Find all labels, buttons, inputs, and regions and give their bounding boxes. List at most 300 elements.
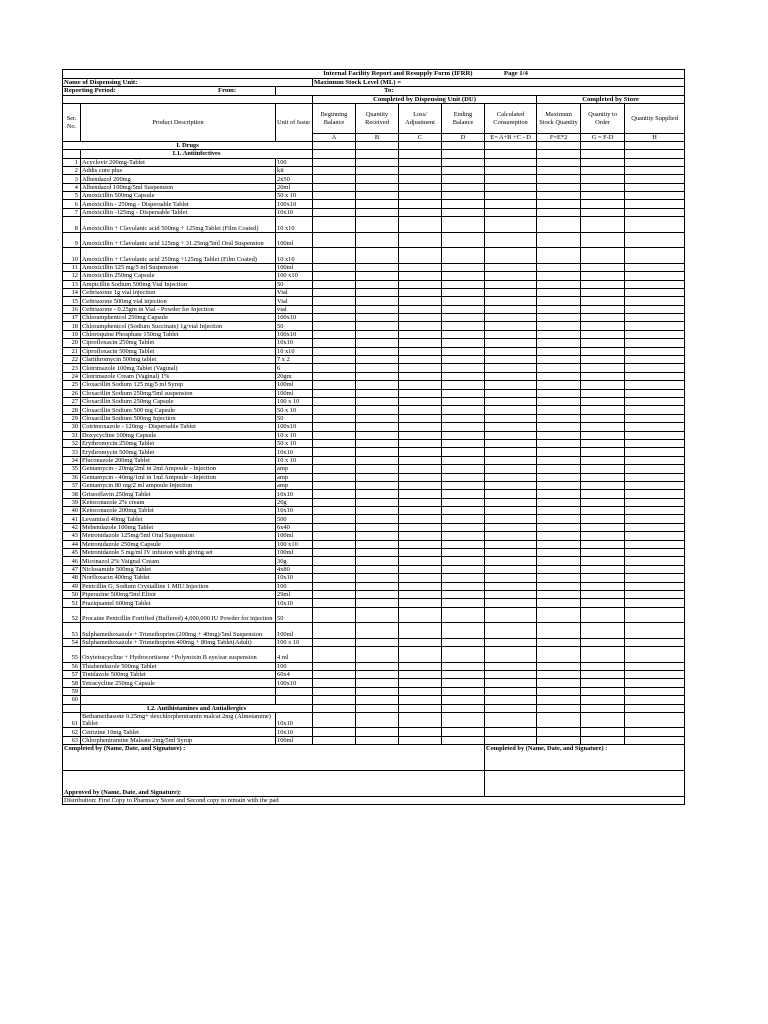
entry-cell[interactable]: [399, 481, 442, 489]
entry-cell[interactable]: [399, 330, 442, 338]
entry-cell[interactable]: [485, 582, 537, 590]
entry-cell[interactable]: [581, 549, 625, 557]
entry-cell[interactable]: [625, 532, 685, 540]
entry-cell[interactable]: [356, 507, 399, 515]
entry-cell[interactable]: [625, 736, 685, 744]
entry-cell[interactable]: [442, 696, 485, 704]
entry-cell[interactable]: [537, 364, 581, 372]
entry-cell[interactable]: [313, 638, 356, 646]
entry-cell[interactable]: [399, 175, 442, 183]
entry-cell[interactable]: [537, 557, 581, 565]
entry-cell[interactable]: [537, 208, 581, 216]
entry-cell[interactable]: [485, 372, 537, 380]
entry-cell[interactable]: [356, 414, 399, 422]
entry-cell[interactable]: [485, 687, 537, 695]
entry-cell[interactable]: [625, 381, 685, 389]
entry-cell[interactable]: [625, 356, 685, 364]
entry-cell[interactable]: [581, 200, 625, 208]
entry-cell[interactable]: [399, 166, 442, 174]
entry-cell[interactable]: [313, 200, 356, 208]
entry-cell[interactable]: [399, 607, 442, 623]
entry-cell[interactable]: [399, 532, 442, 540]
entry-cell[interactable]: [313, 330, 356, 338]
entry-cell[interactable]: [313, 490, 356, 498]
entry-cell[interactable]: [581, 356, 625, 364]
entry-cell[interactable]: [485, 532, 537, 540]
entry-cell[interactable]: [625, 322, 685, 330]
entry-cell[interactable]: [399, 557, 442, 565]
entry-cell[interactable]: [356, 200, 399, 208]
entry-cell[interactable]: [313, 671, 356, 679]
entry-cell[interactable]: [537, 574, 581, 582]
entry-cell[interactable]: [537, 280, 581, 288]
entry-cell[interactable]: [399, 565, 442, 573]
entry-cell[interactable]: [313, 607, 356, 623]
entry-cell[interactable]: [313, 381, 356, 389]
entry-cell[interactable]: [485, 356, 537, 364]
entry-cell[interactable]: [356, 372, 399, 380]
entry-cell[interactable]: [581, 272, 625, 280]
entry-cell[interactable]: [581, 288, 625, 296]
entry-cell[interactable]: [625, 712, 685, 728]
entry-cell[interactable]: [442, 507, 485, 515]
entry-cell[interactable]: [581, 712, 625, 728]
entry-cell[interactable]: [313, 507, 356, 515]
entry-cell[interactable]: [399, 372, 442, 380]
entry-cell[interactable]: [485, 712, 537, 728]
entry-cell[interactable]: [356, 364, 399, 372]
entry-cell[interactable]: [485, 280, 537, 288]
entry-cell[interactable]: [356, 330, 399, 338]
entry-cell[interactable]: [485, 507, 537, 515]
entry-cell[interactable]: [442, 200, 485, 208]
entry-cell[interactable]: [313, 364, 356, 372]
entry-cell[interactable]: [356, 515, 399, 523]
entry-cell[interactable]: [625, 364, 685, 372]
entry-cell[interactable]: [485, 314, 537, 322]
entry-cell[interactable]: [442, 679, 485, 687]
entry-cell[interactable]: [356, 662, 399, 670]
entry-cell[interactable]: [356, 557, 399, 565]
entry-cell[interactable]: [313, 736, 356, 744]
entry-cell[interactable]: [537, 590, 581, 598]
entry-cell[interactable]: [581, 574, 625, 582]
entry-cell[interactable]: [313, 431, 356, 439]
entry-cell[interactable]: [485, 364, 537, 372]
entry-cell[interactable]: [399, 671, 442, 679]
entry-cell[interactable]: [356, 272, 399, 280]
entry-cell[interactable]: [537, 192, 581, 200]
entry-cell[interactable]: [581, 473, 625, 481]
entry-cell[interactable]: [399, 647, 442, 663]
entry-cell[interactable]: [313, 414, 356, 422]
entry-cell[interactable]: [356, 347, 399, 355]
entry-cell[interactable]: [537, 200, 581, 208]
entry-cell[interactable]: [581, 532, 625, 540]
entry-cell[interactable]: [356, 498, 399, 506]
entry-cell[interactable]: [625, 192, 685, 200]
entry-cell[interactable]: [399, 208, 442, 216]
entry-cell[interactable]: [625, 638, 685, 646]
entry-cell[interactable]: [442, 208, 485, 216]
entry-cell[interactable]: [399, 339, 442, 347]
entry-cell[interactable]: [356, 565, 399, 573]
entry-cell[interactable]: [625, 540, 685, 548]
entry-cell[interactable]: [485, 498, 537, 506]
entry-cell[interactable]: [625, 431, 685, 439]
entry-cell[interactable]: [625, 280, 685, 288]
entry-cell[interactable]: [625, 671, 685, 679]
entry-cell[interactable]: [485, 406, 537, 414]
entry-cell[interactable]: [485, 679, 537, 687]
entry-cell[interactable]: [485, 728, 537, 736]
entry-cell[interactable]: [485, 158, 537, 166]
entry-cell[interactable]: [625, 728, 685, 736]
entry-cell[interactable]: [442, 330, 485, 338]
entry-cell[interactable]: [537, 507, 581, 515]
entry-cell[interactable]: [442, 158, 485, 166]
entry-cell[interactable]: [581, 679, 625, 687]
entry-cell[interactable]: [485, 523, 537, 531]
entry-cell[interactable]: [399, 736, 442, 744]
entry-cell[interactable]: [537, 679, 581, 687]
entry-cell[interactable]: [399, 288, 442, 296]
entry-cell[interactable]: [625, 607, 685, 623]
entry-cell[interactable]: [442, 540, 485, 548]
entry-cell[interactable]: [625, 647, 685, 663]
entry-cell[interactable]: [537, 314, 581, 322]
entry-cell[interactable]: [399, 473, 442, 481]
entry-cell[interactable]: [442, 314, 485, 322]
entry-cell[interactable]: [581, 192, 625, 200]
entry-cell[interactable]: [442, 728, 485, 736]
entry-cell[interactable]: [356, 297, 399, 305]
entry-cell[interactable]: [581, 372, 625, 380]
entry-cell[interactable]: [537, 638, 581, 646]
entry-cell[interactable]: [537, 523, 581, 531]
entry-cell[interactable]: [442, 623, 485, 639]
entry-cell[interactable]: [442, 490, 485, 498]
entry-cell[interactable]: [356, 532, 399, 540]
entry-cell[interactable]: [537, 406, 581, 414]
entry-cell[interactable]: [537, 232, 581, 248]
entry-cell[interactable]: [537, 582, 581, 590]
entry-cell[interactable]: [485, 540, 537, 548]
entry-cell[interactable]: [313, 523, 356, 531]
entry-cell[interactable]: [356, 481, 399, 489]
entry-cell[interactable]: [625, 448, 685, 456]
entry-cell[interactable]: [442, 687, 485, 695]
entry-cell[interactable]: [537, 217, 581, 233]
entry-cell[interactable]: [356, 687, 399, 695]
entry-cell[interactable]: [581, 515, 625, 523]
entry-cell[interactable]: [442, 431, 485, 439]
entry-cell[interactable]: [581, 671, 625, 679]
entry-cell[interactable]: [581, 662, 625, 670]
entry-cell[interactable]: [537, 532, 581, 540]
entry-cell[interactable]: [313, 439, 356, 447]
entry-cell[interactable]: [313, 272, 356, 280]
entry-cell[interactable]: [581, 523, 625, 531]
entry-cell[interactable]: [442, 175, 485, 183]
entry-cell[interactable]: [442, 183, 485, 191]
entry-cell[interactable]: [537, 248, 581, 264]
entry-cell[interactable]: [313, 448, 356, 456]
entry-cell[interactable]: [537, 515, 581, 523]
entry-cell[interactable]: [442, 272, 485, 280]
entry-cell[interactable]: [442, 557, 485, 565]
entry-cell[interactable]: [537, 398, 581, 406]
entry-cell[interactable]: [625, 166, 685, 174]
entry-cell[interactable]: [485, 175, 537, 183]
entry-cell[interactable]: [442, 582, 485, 590]
entry-cell[interactable]: [356, 192, 399, 200]
entry-cell[interactable]: [313, 288, 356, 296]
entry-cell[interactable]: [399, 217, 442, 233]
entry-cell[interactable]: [313, 557, 356, 565]
entry-cell[interactable]: [442, 232, 485, 248]
entry-cell[interactable]: [537, 465, 581, 473]
entry-cell[interactable]: [485, 590, 537, 598]
entry-cell[interactable]: [442, 671, 485, 679]
entry-cell[interactable]: [537, 687, 581, 695]
entry-cell[interactable]: [581, 439, 625, 447]
entry-cell[interactable]: [442, 638, 485, 646]
entry-cell[interactable]: [537, 662, 581, 670]
entry-cell[interactable]: [485, 574, 537, 582]
entry-cell[interactable]: [625, 423, 685, 431]
entry-cell[interactable]: [625, 439, 685, 447]
entry-cell[interactable]: [581, 423, 625, 431]
entry-cell[interactable]: [625, 305, 685, 313]
entry-cell[interactable]: [537, 607, 581, 623]
entry-cell[interactable]: [485, 465, 537, 473]
entry-cell[interactable]: [537, 736, 581, 744]
entry-cell[interactable]: [625, 263, 685, 271]
entry-cell[interactable]: [581, 481, 625, 489]
entry-cell[interactable]: [485, 671, 537, 679]
entry-cell[interactable]: [313, 175, 356, 183]
entry-cell[interactable]: [581, 347, 625, 355]
entry-cell[interactable]: [399, 263, 442, 271]
entry-cell[interactable]: [625, 330, 685, 338]
entry-cell[interactable]: [581, 248, 625, 264]
entry-cell[interactable]: [399, 448, 442, 456]
entry-cell[interactable]: [442, 607, 485, 623]
entry-cell[interactable]: [399, 523, 442, 531]
entry-cell[interactable]: [442, 217, 485, 233]
entry-cell[interactable]: [537, 712, 581, 728]
entry-cell[interactable]: [356, 647, 399, 663]
entry-cell[interactable]: [442, 166, 485, 174]
entry-cell[interactable]: [313, 590, 356, 598]
entry-cell[interactable]: [399, 423, 442, 431]
entry-cell[interactable]: [356, 322, 399, 330]
entry-cell[interactable]: [399, 638, 442, 646]
entry-cell[interactable]: [313, 183, 356, 191]
entry-cell[interactable]: [537, 272, 581, 280]
entry-cell[interactable]: [537, 498, 581, 506]
entry-cell[interactable]: [581, 498, 625, 506]
entry-cell[interactable]: [625, 549, 685, 557]
entry-cell[interactable]: [625, 515, 685, 523]
entry-cell[interactable]: [581, 490, 625, 498]
entry-cell[interactable]: [537, 728, 581, 736]
entry-cell[interactable]: [399, 200, 442, 208]
entry-cell[interactable]: [313, 280, 356, 288]
entry-cell[interactable]: [537, 305, 581, 313]
entry-cell[interactable]: [485, 414, 537, 422]
entry-cell[interactable]: [442, 662, 485, 670]
entry-cell[interactable]: [581, 607, 625, 623]
entry-cell[interactable]: [581, 389, 625, 397]
entry-cell[interactable]: [356, 398, 399, 406]
entry-cell[interactable]: [485, 623, 537, 639]
entry-cell[interactable]: [581, 431, 625, 439]
entry-cell[interactable]: [356, 314, 399, 322]
entry-cell[interactable]: [442, 498, 485, 506]
entry-cell[interactable]: [399, 232, 442, 248]
entry-cell[interactable]: [537, 431, 581, 439]
entry-cell[interactable]: [485, 565, 537, 573]
entry-cell[interactable]: [485, 647, 537, 663]
entry-cell[interactable]: [625, 590, 685, 598]
entry-cell[interactable]: [485, 381, 537, 389]
entry-cell[interactable]: [625, 481, 685, 489]
entry-cell[interactable]: [356, 158, 399, 166]
entry-cell[interactable]: [625, 175, 685, 183]
entry-cell[interactable]: [581, 158, 625, 166]
entry-cell[interactable]: [356, 217, 399, 233]
entry-cell[interactable]: [485, 398, 537, 406]
entry-cell[interactable]: [581, 263, 625, 271]
entry-cell[interactable]: [581, 647, 625, 663]
entry-cell[interactable]: [442, 280, 485, 288]
entry-cell[interactable]: [537, 696, 581, 704]
entry-cell[interactable]: [442, 389, 485, 397]
entry-cell[interactable]: [313, 356, 356, 364]
entry-cell[interactable]: [625, 200, 685, 208]
entry-cell[interactable]: [356, 574, 399, 582]
entry-cell[interactable]: [485, 473, 537, 481]
entry-cell[interactable]: [442, 549, 485, 557]
entry-cell[interactable]: [442, 347, 485, 355]
entry-cell[interactable]: [485, 515, 537, 523]
entry-cell[interactable]: [313, 406, 356, 414]
entry-cell[interactable]: [625, 490, 685, 498]
entry-cell[interactable]: [537, 414, 581, 422]
entry-cell[interactable]: [537, 448, 581, 456]
entry-cell[interactable]: [399, 679, 442, 687]
entry-cell[interactable]: [399, 183, 442, 191]
entry-cell[interactable]: [485, 439, 537, 447]
entry-cell[interactable]: [356, 175, 399, 183]
entry-cell[interactable]: [537, 599, 581, 607]
entry-cell[interactable]: [442, 423, 485, 431]
entry-cell[interactable]: [399, 414, 442, 422]
entry-cell[interactable]: [537, 647, 581, 663]
entry-cell[interactable]: [485, 557, 537, 565]
entry-cell[interactable]: [399, 356, 442, 364]
entry-cell[interactable]: [399, 590, 442, 598]
entry-cell[interactable]: [356, 465, 399, 473]
entry-cell[interactable]: [485, 431, 537, 439]
entry-cell[interactable]: [356, 607, 399, 623]
entry-cell[interactable]: [442, 356, 485, 364]
entry-cell[interactable]: [581, 175, 625, 183]
entry-cell[interactable]: [537, 389, 581, 397]
entry-cell[interactable]: [485, 423, 537, 431]
entry-cell[interactable]: [442, 288, 485, 296]
entry-cell[interactable]: [581, 297, 625, 305]
entry-cell[interactable]: [356, 671, 399, 679]
entry-cell[interactable]: [356, 280, 399, 288]
entry-cell[interactable]: [356, 728, 399, 736]
entry-cell[interactable]: [356, 389, 399, 397]
entry-cell[interactable]: [313, 297, 356, 305]
entry-cell[interactable]: [399, 248, 442, 264]
entry-cell[interactable]: [485, 263, 537, 271]
entry-cell[interactable]: [442, 590, 485, 598]
entry-cell[interactable]: [581, 507, 625, 515]
entry-cell[interactable]: [581, 448, 625, 456]
entry-cell[interactable]: [442, 565, 485, 573]
entry-cell[interactable]: [581, 456, 625, 464]
entry-cell[interactable]: [537, 439, 581, 447]
entry-cell[interactable]: [313, 217, 356, 233]
entry-cell[interactable]: [625, 574, 685, 582]
entry-cell[interactable]: [399, 582, 442, 590]
entry-cell[interactable]: [399, 549, 442, 557]
entry-cell[interactable]: [399, 398, 442, 406]
entry-cell[interactable]: [537, 540, 581, 548]
entry-cell[interactable]: [356, 288, 399, 296]
entry-cell[interactable]: [537, 175, 581, 183]
entry-cell[interactable]: [356, 305, 399, 313]
entry-cell[interactable]: [625, 288, 685, 296]
entry-cell[interactable]: [537, 297, 581, 305]
entry-cell[interactable]: [313, 158, 356, 166]
entry-cell[interactable]: [625, 696, 685, 704]
entry-cell[interactable]: [537, 339, 581, 347]
entry-cell[interactable]: [581, 280, 625, 288]
entry-cell[interactable]: [625, 339, 685, 347]
entry-cell[interactable]: [485, 347, 537, 355]
entry-cell[interactable]: [399, 490, 442, 498]
entry-cell[interactable]: [537, 623, 581, 639]
entry-cell[interactable]: [581, 381, 625, 389]
entry-cell[interactable]: [313, 728, 356, 736]
entry-cell[interactable]: [581, 687, 625, 695]
entry-cell[interactable]: [625, 217, 685, 233]
entry-cell[interactable]: [356, 456, 399, 464]
entry-cell[interactable]: [313, 232, 356, 248]
entry-cell[interactable]: [625, 347, 685, 355]
entry-cell[interactable]: [313, 305, 356, 313]
entry-cell[interactable]: [399, 314, 442, 322]
entry-cell[interactable]: [313, 549, 356, 557]
entry-cell[interactable]: [485, 389, 537, 397]
entry-cell[interactable]: [356, 590, 399, 598]
entry-cell[interactable]: [399, 297, 442, 305]
entry-cell[interactable]: [537, 456, 581, 464]
entry-cell[interactable]: [485, 339, 537, 347]
entry-cell[interactable]: [581, 305, 625, 313]
entry-cell[interactable]: [313, 582, 356, 590]
entry-cell[interactable]: [537, 322, 581, 330]
entry-cell[interactable]: [399, 389, 442, 397]
entry-cell[interactable]: [399, 280, 442, 288]
